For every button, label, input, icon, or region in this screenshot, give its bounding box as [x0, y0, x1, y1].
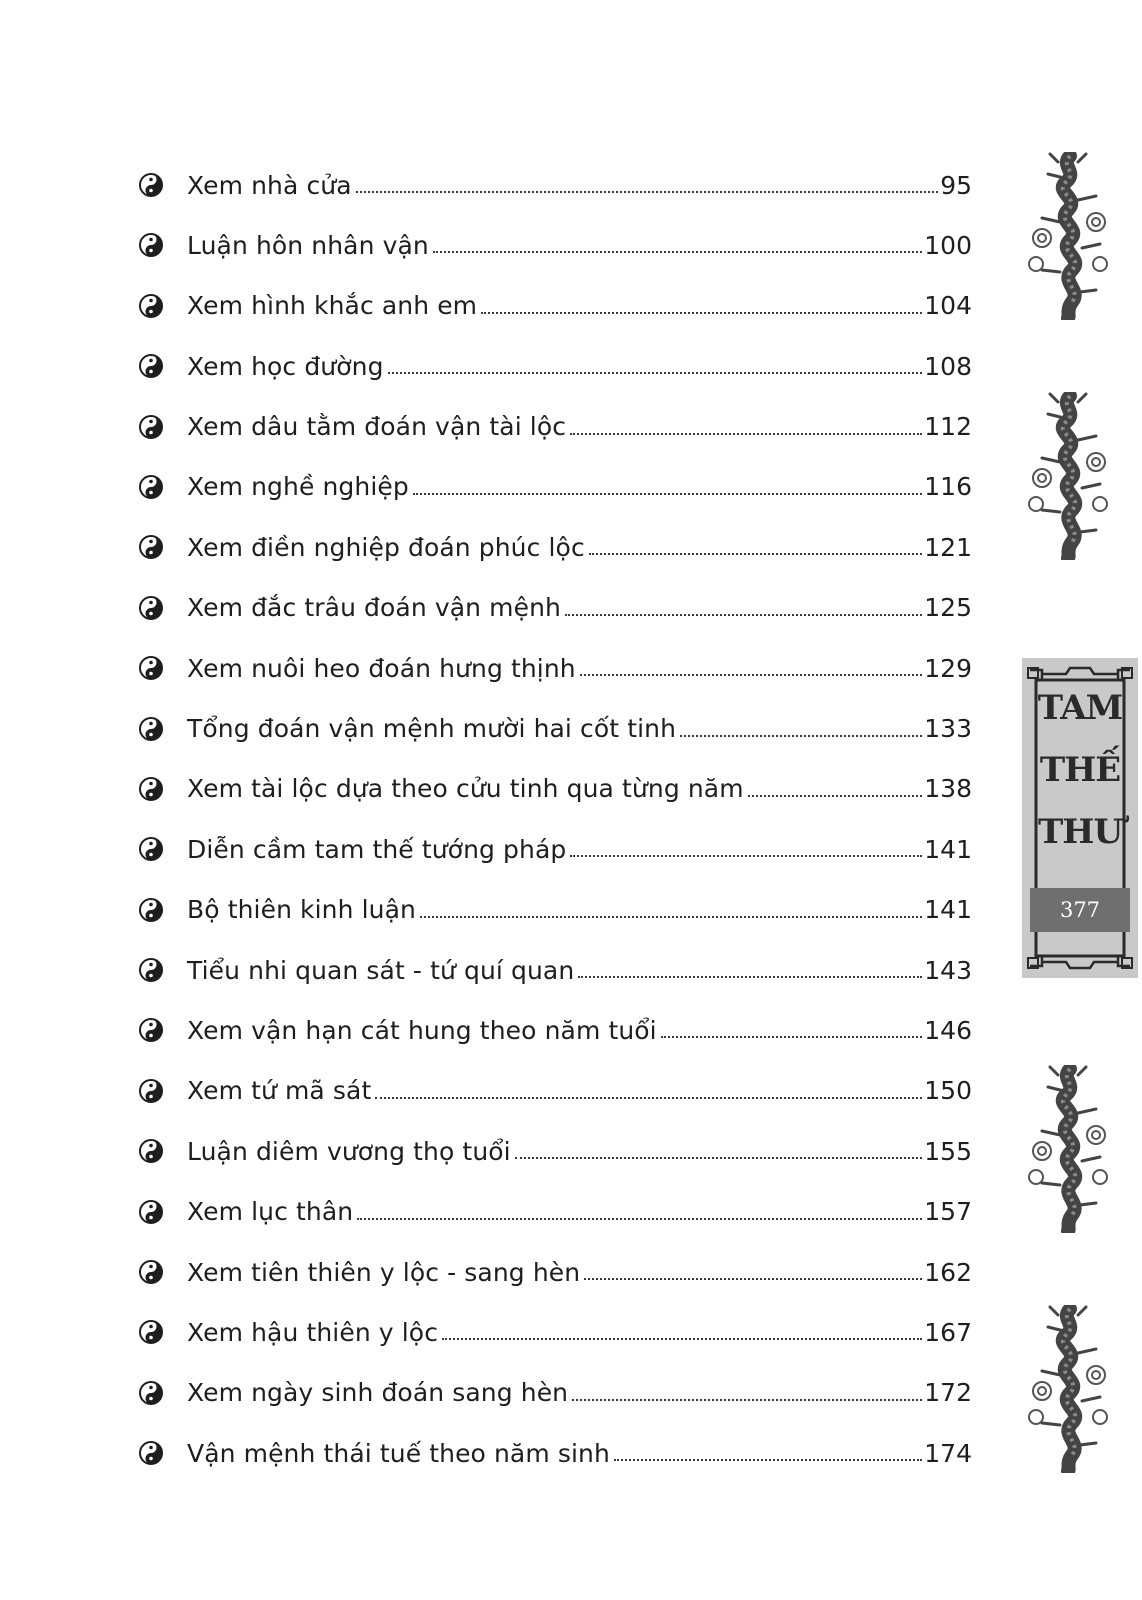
dragon-icon [1020, 1305, 1115, 1473]
entry-page-number: 104 [924, 291, 972, 321]
entry-title: Xem vận hạn cát hung theo năm tuổi [187, 1015, 657, 1045]
dragon-icon [1020, 392, 1115, 560]
yin-yang-icon [138, 474, 164, 500]
plaque-title-line: THƯ [1037, 812, 1123, 852]
entry-page-number: 112 [924, 412, 972, 442]
entry-page-number: 116 [924, 472, 972, 502]
list-item [132, 276, 972, 336]
dot-leader [420, 916, 922, 918]
dot-leader [578, 976, 922, 978]
list-item [132, 1363, 972, 1423]
entry-title: Xem tiên thiên y lộc - sang hèn [187, 1257, 581, 1287]
dragon-icon [1020, 1065, 1115, 1233]
entry-page-number: 95 [940, 170, 972, 200]
entry-page-number: 141 [924, 895, 972, 925]
dot-leader [748, 795, 923, 797]
entry-title: Xem hậu thiên y lộc [187, 1317, 439, 1347]
entry-title: Vận mệnh thái tuế theo năm sinh [187, 1438, 610, 1468]
dot-leader [413, 493, 922, 495]
yin-yang-icon [138, 1380, 164, 1406]
entry-title: Bộ thiên kinh luận [187, 895, 416, 925]
list-item [132, 155, 972, 215]
dot-leader [357, 1218, 922, 1220]
entry-title: Xem học đường [187, 351, 384, 381]
entry-title: Tổng đoán vận mệnh mười hai cốt tinh [187, 714, 677, 744]
entry-page-number: 150 [924, 1076, 972, 1106]
dot-leader [589, 553, 922, 555]
book-title-plaque [1022, 658, 1138, 978]
entry-page-number: 121 [924, 532, 972, 562]
page-number-box [1030, 888, 1130, 932]
entry-title: Xem ngày sinh đoán sang hèn [187, 1378, 569, 1408]
yin-yang-icon [138, 716, 164, 742]
yin-yang-icon [138, 534, 164, 560]
entry-page-number: 172 [924, 1378, 972, 1408]
yin-yang-icon [138, 1319, 164, 1345]
dot-leader [388, 372, 923, 374]
list-item [132, 1000, 972, 1060]
dot-leader [515, 1157, 923, 1159]
yin-yang-icon [138, 1138, 164, 1164]
entry-title: Xem tứ mã sát [187, 1076, 372, 1106]
entry-page-number: 108 [924, 351, 972, 381]
list-item [132, 215, 972, 275]
dot-leader [580, 674, 923, 676]
dot-leader [356, 191, 939, 193]
dot-leader [584, 1278, 922, 1280]
entry-title: Xem nuôi heo đoán hưng thịnh [187, 653, 576, 683]
plaque-title-line: THẾ [1039, 750, 1121, 790]
entry-page-number: 167 [924, 1317, 972, 1347]
entry-page-number: 141 [924, 834, 972, 864]
entry-page-number: 129 [924, 653, 972, 683]
dragon-icon [1020, 152, 1115, 320]
yin-yang-icon [138, 1259, 164, 1285]
entry-page-number: 100 [924, 230, 972, 260]
yin-yang-icon [138, 293, 164, 319]
dot-leader [433, 251, 922, 253]
entry-page-number: 162 [924, 1257, 972, 1287]
entry-page-number: 174 [924, 1438, 972, 1468]
dot-leader [570, 433, 922, 435]
dot-leader [572, 1399, 922, 1401]
entry-title: Xem tài lộc dựa theo cửu tinh qua từng năm [187, 774, 744, 804]
entry-title: Luận hôn nhân vận [187, 230, 429, 260]
entry-page-number: 155 [924, 1136, 972, 1166]
entry-title: Xem đắc trâu đoán vận mệnh [187, 593, 561, 623]
yin-yang-icon [138, 1078, 164, 1104]
list-item [132, 1182, 972, 1242]
table-of-contents [132, 155, 972, 1484]
entry-title: Tiểu nhi quan sát - tứ quí quan [187, 955, 575, 985]
page-number: 377 [1059, 898, 1101, 922]
yin-yang-icon [138, 897, 164, 923]
yin-yang-icon [138, 836, 164, 862]
yin-yang-icon [138, 414, 164, 440]
dot-leader [375, 1097, 922, 1099]
list-item [132, 699, 972, 759]
dot-leader [565, 614, 922, 616]
yin-yang-icon [138, 1199, 164, 1225]
list-item [132, 940, 972, 1000]
list-item [132, 397, 972, 457]
entry-page-number: 157 [924, 1197, 972, 1227]
entry-page-number: 125 [924, 593, 972, 623]
yin-yang-icon [138, 776, 164, 802]
list-item [132, 457, 972, 517]
entry-page-number: 146 [924, 1015, 972, 1045]
entry-title: Diễn cầm tam thế tướng pháp [187, 834, 567, 864]
yin-yang-icon [138, 232, 164, 258]
entry-title: Xem nhà cửa [187, 170, 352, 200]
list-item [132, 819, 972, 879]
entry-page-number: 138 [924, 774, 972, 804]
entry-title: Xem hình khắc anh em [187, 291, 478, 321]
entry-title: Xem điền nghiệp đoán phúc lộc [187, 532, 585, 562]
yin-yang-icon [138, 595, 164, 621]
list-item [132, 1061, 972, 1121]
yin-yang-icon [138, 655, 164, 681]
dot-leader [661, 1036, 923, 1038]
list-item [132, 336, 972, 396]
plaque-title-line: TAM [1037, 688, 1123, 728]
list-item [132, 1302, 972, 1362]
list-item [132, 759, 972, 819]
entry-page-number: 143 [924, 955, 972, 985]
dot-leader [481, 312, 922, 314]
list-item [132, 517, 972, 577]
yin-yang-icon [138, 1440, 164, 1466]
list-item [132, 638, 972, 698]
dot-leader [442, 1338, 922, 1340]
dot-leader [680, 735, 922, 737]
entry-title: Luận diêm vương thọ tuổi [187, 1136, 511, 1166]
list-item [132, 880, 972, 940]
yin-yang-icon [138, 353, 164, 379]
entry-title: Xem lục thân [187, 1197, 354, 1227]
list-item [132, 578, 972, 638]
entry-page-number: 133 [924, 714, 972, 744]
dot-leader [570, 855, 922, 857]
dot-leader [614, 1459, 922, 1461]
entry-title: Xem dâu tằm đoán vận tài lộc [187, 412, 567, 442]
list-item [132, 1242, 972, 1302]
entry-title: Xem nghề nghiệp [187, 472, 409, 502]
yin-yang-icon [138, 172, 164, 198]
list-item [132, 1423, 972, 1483]
list-item [132, 1121, 972, 1181]
yin-yang-icon [138, 957, 164, 983]
yin-yang-icon [138, 1017, 164, 1043]
